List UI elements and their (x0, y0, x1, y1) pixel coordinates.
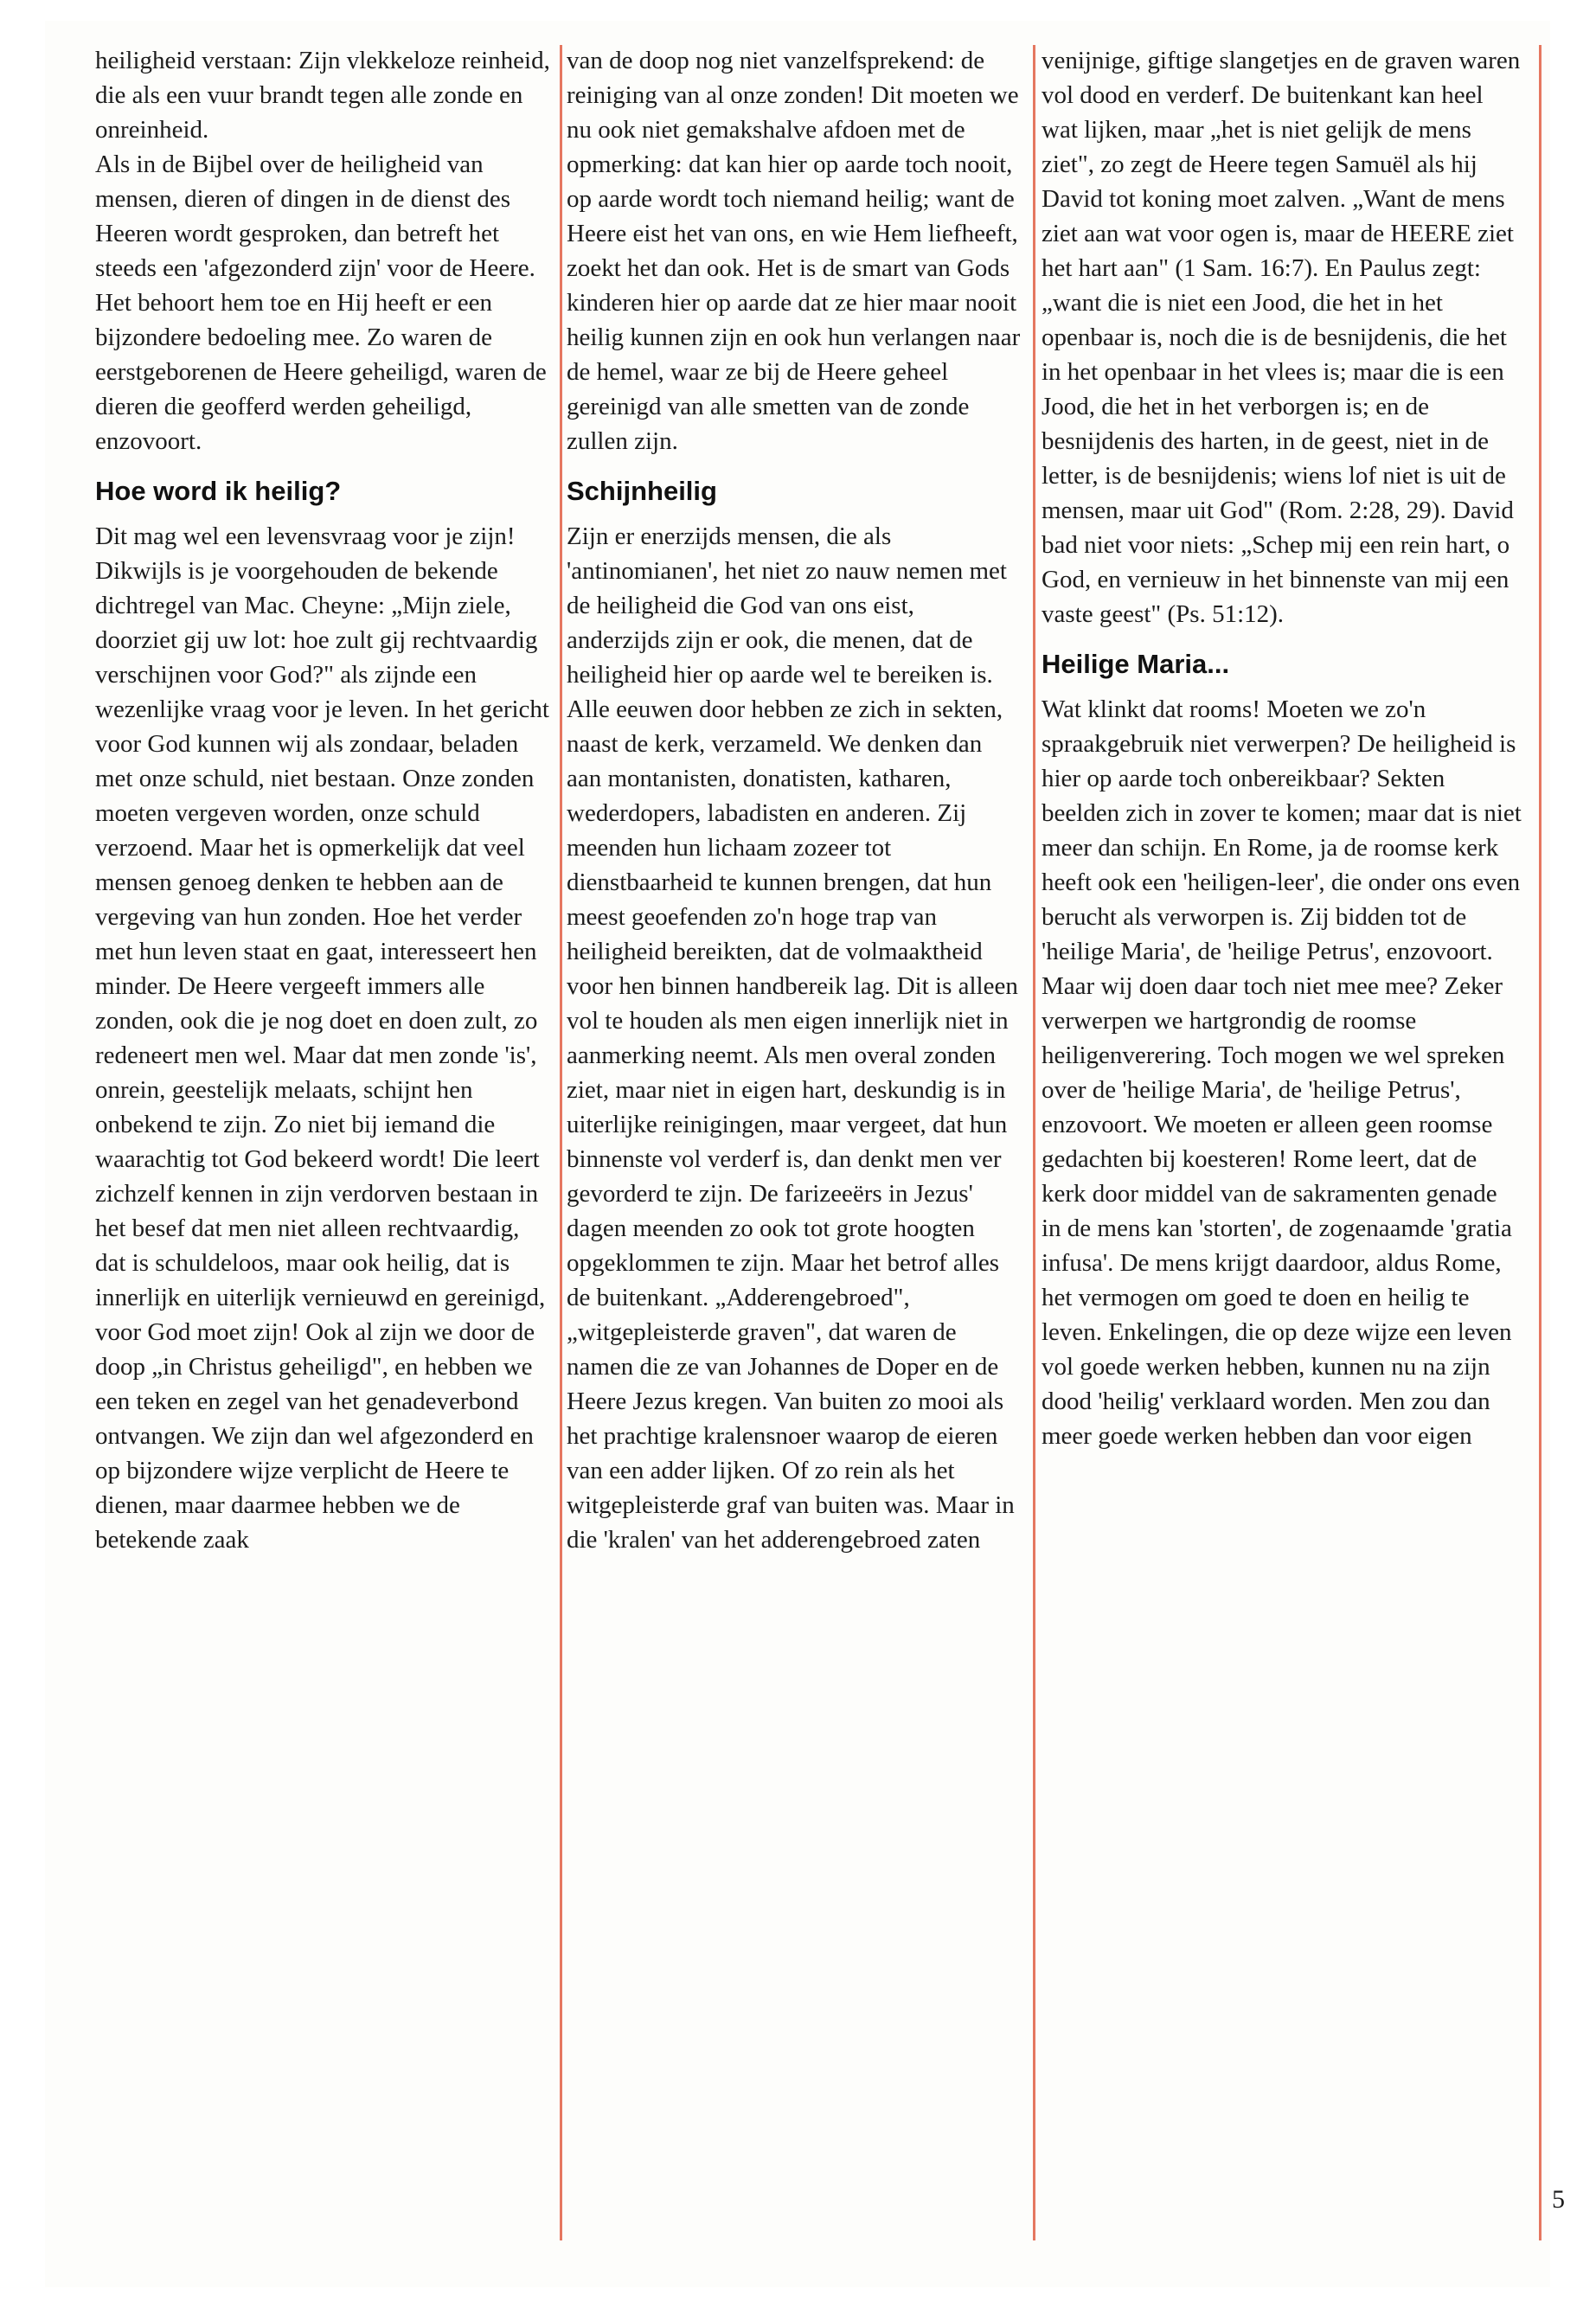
magazine-page (45, 21, 1565, 2287)
column-rule (1539, 45, 1542, 2240)
page-number: 5 (1552, 2185, 1565, 2214)
paragraph: heiligheid verstaan: Zijn vlekkeloze reinheid, die als een vuur brandt tegen alle zonde en onreinheid. (95, 47, 550, 144)
text-column-3 (1042, 43, 1522, 1453)
paragraph: Dit mag wel een levensvraag voor je zijn! Dikwijls is je voorgehouden de bekende dichtregel van Mac. Cheyne: „Mijn ziele, doorziet gij uw lot: hoe zult gij rechtvaardig verschijnen voor God?" als zijnde een wezenlijke vraag voor je leven. In het gericht voor God kunnen wij als zondaar, beladen met onze schuld, niet bestaan. Onze zonden moeten vergeven worden, onze schuld verzoend. Maar het is opmerkelijk dat veel mensen genoeg denken te hebben aan de vergeving van hun zonden. Hoe het verder met hun leven staat en gaat, interesseert hen minder. De Heere vergeeft immers alle zonden, ook die je nog doet en doen zult, zo redeneert men wel. Maar dat men zonde 'is', onrein, geestelijk melaats, schijnt hen onbekend te zijn. Zo niet bij iemand die waarachtig tot God bekeerd wordt! Die leert zichzelf kennen in zijn verdorven bestaan in het besef dat men niet alleen rechtvaardig, dat is schuldeloos, maar ook heilig, dat is innerlijk en uiterlijk vernieuwd en gereinigd, voor God moet zijn! Ook al zijn we door de doop „in Christus geheiligd", en hebben we een teken en zegel van het genadeverbond ontvangen. We zijn dan wel afgezonderd en op bijzondere wijze verplicht de Heere te dienen, maar daarmee hebben we de betekende zaak (95, 522, 549, 1554)
paragraph: van de doop nog niet vanzelfsprekend: de reiniging van al onze zonden! Dit moeten we nu ook niet gemakshalve afdoen met de opmerking: dat kan hier op aarde toch nooit, op aarde wordt toch niemand heilig; want de Heere eist het van ons, en wie Hem liefheeft, zoekt het dan ook. Het is de smart van Gods kinderen hier op aarde dat ze hier maar nooit heilig kunnen zijn en ook hun verlangen naar de hemel, waar ze bij de Heere geheel gereinigd van alle smetten van de zonde zullen zijn. (567, 47, 1021, 455)
paragraph: Zijn er enerzijds mensen, die als 'antinomianen', het niet zo nauw nemen met de heiligheid die God van ons eist, anderzijds zijn er ook, die menen, dat de heiligheid hier op aarde wel te bereiken is. Alle eeuwen door hebben ze zich in sekten, naast de kerk, verzameld. We denken dan aan montanisten, donatisten, katharen, wederdopers, labadisten en anderen. Zij meenden hun lichaam zozeer tot dienstbaarheid te kunnen brengen, dat hun meest geoefenden zo'n hoge trap van heiligheid bereikten, dat de volmaaktheid voor hen binnen handbereik lag. Dit is alleen vol te houden als men eigen innerlijk niet in aanmerking neemt. Als men overal zonden ziet, maar niet in eigen hart, deskundig is in uiterlijke reinigingen, maar vergeet, dat hun binnenste vol verderf is, dan denkt men ver gevorderd te zijn. De farizeeërs in Jezus' dagen meenden zo ook tot grote hoogten opgeklommen te zijn. Maar het betrof alles de buitenkant. „Adderengebroed", „witgepleisterde graven", dat waren de namen die ze van Johannes de Doper en de Heere Jezus kregen. Van buiten zo mooi als het prachtige kralensnoer waarop de eieren van een adder lijken. Of zo rein als het witgepleisterde graf van buiten was. Maar in die 'kralen' van het adderengebroed zaten (567, 522, 1018, 1554)
section-heading: Hoe word ik heilig? (95, 476, 342, 506)
text-column-2 (567, 43, 1021, 1557)
column-rule (560, 45, 562, 2240)
section-heading: Heilige Maria... (1042, 649, 1230, 679)
text-column-1 (95, 43, 554, 1557)
paragraph: Wat klinkt dat rooms! Moeten we zo'n spraakgebruik niet verwerpen? De heiligheid is hier op aarde toch onbereikbaar? Sekten beelden zich in zover te komen; maar dat is niet meer dan schijn. En Rome, ja de roomse kerk heeft ook een 'heiligen-leer', die onder ons even berucht als verworpen is. Zij bidden tot de 'heilige Maria', de 'heilige Petrus', enzovoort. Maar wij doen daar toch niet mee mee? Zeker verwerpen we hartgrondig de roomse heiligenverering. Toch mogen we wel spreken over de 'heilige Maria', de 'heilige Petrus', enzovoort. We moeten er alleen geen roomse gedachten bij koesteren! Rome leert, dat de kerk door middel van de sakramenten genade in de mens kan 'storten', de zogenaamde 'gratia infusa'. De mens krijgt daardoor, aldus Rome, het vermogen om goed te doen en heilig te leven. Enkelingen, die op deze wijze een leven vol goede werken hebben, kunnen nu na zijn dood 'heilig' verklaard worden. Men zou dan meer goede werken hebben dan voor eigen (1042, 695, 1522, 1450)
column-rule (1033, 45, 1035, 2240)
section-heading: Schijnheilig (567, 476, 717, 506)
paragraph: Als in de Bijbel over de heiligheid van mensen, dieren of dingen in de dienst des Heeren wordt gesproken, dan betreft het steeds een 'afgezonderd zijn' voor de Heere. Het behoort hem toe en Hij heeft er een bijzondere bedoeling mee. Zo waren de eerstgeborenen de Heere geheiligd, waren de dieren die geofferd werden geheiligd, enzovoort. (95, 151, 547, 455)
paragraph: venijnige, giftige slangetjes en de graven waren vol dood en verderf. De buitenkant kan heel wat lijken, maar „het is niet gelijk de mens ziet", zo zegt de Heere tegen Samuël als hij David tot koning moet zalven. „Want de mens ziet aan wat voor ogen is, maar de HEERE ziet het hart aan" (1 Sam. 16:7). En Paulus zegt: „want die is niet een Jood, die het in het openbaar is, noch die is de besnijdenis, die het in het openbaar in het vlees is; maar die is een Jood, die het in het verborgen is; en de besnijdenis des harten, in de geest, niet in de letter, is de besnijdenis; wiens lof niet is uit de mensen, maar uit God" (Rom. 2:28, 29). David bad niet voor niets: „Schep mij een rein hart, o God, en vernieuw in het binnenste van mij een vaste geest" (Ps. 51:12). (1042, 47, 1521, 628)
